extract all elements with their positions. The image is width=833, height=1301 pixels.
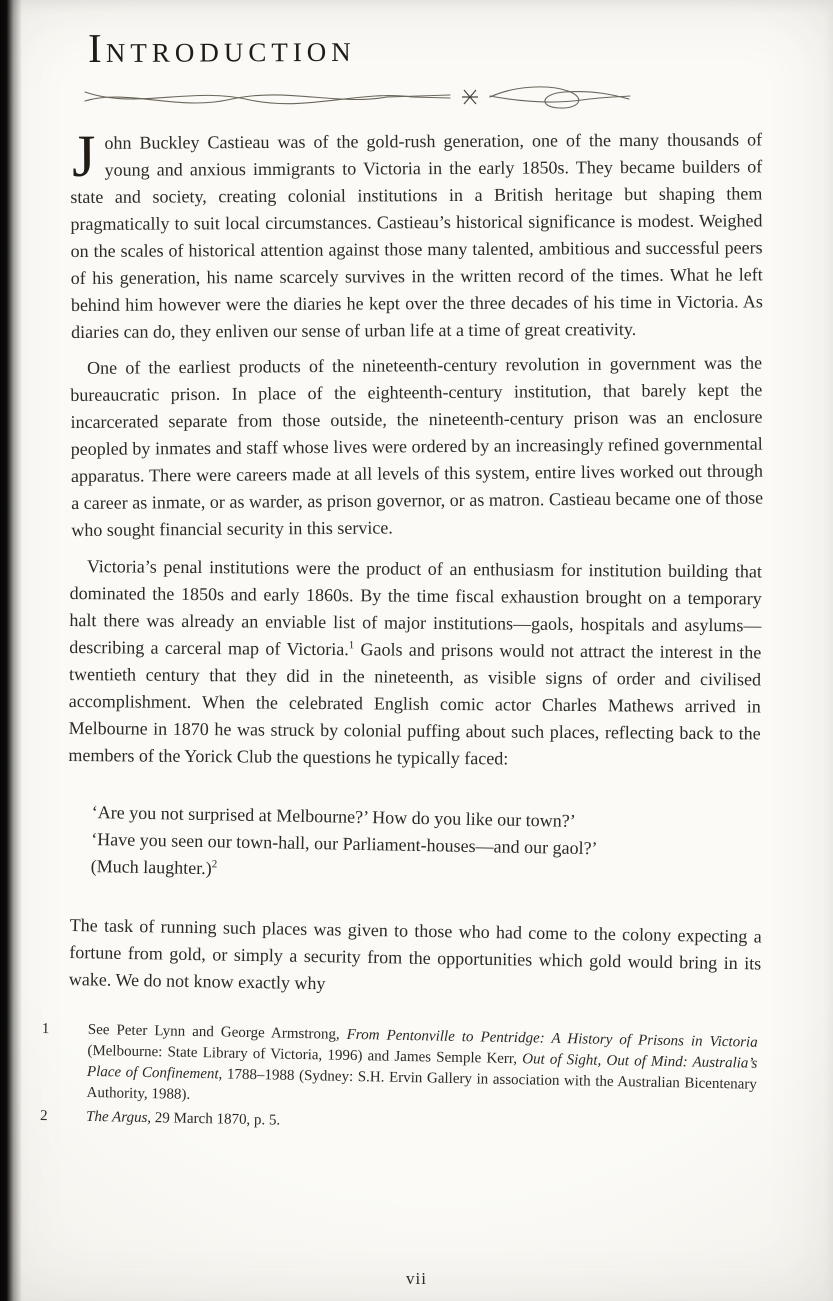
chapter-title [88, 21, 762, 72]
footnote-1-text [86, 1020, 757, 1117]
quote-line-1: ‘Are you not surprised at Melbourne?’ How do you like our town?’ [91, 801, 576, 831]
footnote-2-number: 2 [39, 1107, 48, 1125]
paragraph-2 [70, 350, 763, 544]
footnote-ref-2: 2 [211, 858, 218, 871]
paragraph-3 [68, 553, 762, 774]
drop-cap: J [71, 122, 96, 189]
paragraph-1-text: ohn Buckley Castieau was of the gold-rush generation, one of the many thousands of young and anxious immigrants to Victoria in the early 1850s. They became builders of state and society, creating colonial institutions in a British heritage but shaping them pragmatically to suit local circumstances. Castieau’s historical significance is modest. Weighed on the scales of historical attention against those many talented, ambitious and successful peers of his generation, his name scarcely survives in the written record of the times. What he left behind him however were the diaries he kept over the three decades of his time in Victoria. As diaries can do, they enliven our sense of urban life at a time of great creativity. [70, 129, 763, 342]
book-gutter-shadow [0, 0, 22, 1301]
paragraph-1 [70, 122, 763, 346]
footnote-text-segment: (Melbourne: State Library of Victoria, 1996) and James Semple Kerr, [87, 1042, 523, 1068]
footnote-text-segment: , 29 March 1870, p. 5. [147, 1110, 281, 1129]
paragraph-3-text-continued: Gaols and prisons would not attract the interest in the twentieth century that they did in the nineteenth, as visible signs of order and civilised accomplishment. When the celebrated English comic actor Charles Mathews arrived in Melbourne in 1870 he was struck by colonial puffing about such places, reflecting back to the members of the Yorick Club the questions he typically faced: [68, 639, 762, 769]
page-number: vii [406, 1269, 427, 1288]
paragraph-3-text: Victoria’s penal institutions were the product of an enthusiasm for institution building that dominated the 1850s and early 1860s. By the time fiscal exhaustion brought on a temporary halt there was already an enviable list of major institutions—gaols, hospitals and asylums—describing a carceral map of Victoria. [69, 556, 762, 660]
footnote-book-title: Out of Sight, Out of Mind: Australia’s Place of Confinement [86, 1051, 758, 1083]
page-content [39, 24, 764, 1130]
footnote-publication-title: The Argus [85, 1108, 148, 1127]
block-quote [91, 799, 714, 891]
quote-line-2: ‘Have you seen our town-hall, our Parliament-houses—and our gaol?’ [91, 828, 598, 859]
footnotes-section [40, 1019, 758, 1141]
chapter-title-rest: NTRODUCTION [105, 36, 356, 68]
flourish-asterisk-icon [462, 90, 478, 104]
footnote-text-segment: See Peter Lynn and George Armstrong, [87, 1021, 347, 1043]
paragraph-4 [69, 912, 762, 1004]
quote-line-3-text: (Much laughter.) [90, 855, 212, 879]
footnote-1 [40, 1019, 757, 1117]
footnote-ref-1: 1 [348, 639, 355, 652]
paragraph-2-text: One of the earliest products of the nineteenth-century revolution in government was the bureaucratic prison. In place of the eighteenth-century institution, that barely kept the incarcerated separate from those outside, the nineteenth-century prison was an enclosure peopled by inmates and staff whose lives were ordered by an increasingly refined governmental apparatus. There were careers made at all levels of this system, entire lives worked out through a career as inmate, or as warder, as prison governor, or as matron. Castieau became one of those who sought financial security in this service. [70, 352, 764, 540]
paragraph-4-text: The task of running such places was given to those who had come to the colony expecting a fortune from gold, or simply a security from the opportunities which gold would bring in its wake. We do not know exactly why [68, 914, 762, 994]
footnote-text-segment: , 1788–1988 (Sydney: S.H. Ervin Gallery in association with the Australian Bicentenary Authority, 1988). [86, 1066, 758, 1103]
chapter-title-initial: I [88, 24, 106, 71]
ornament-flourish [82, 80, 762, 118]
footnote-book-title: From Pentonville to Pentridge: A History of Prisons in Victoria [346, 1026, 758, 1051]
footnote-1-number: 1 [41, 1020, 50, 1038]
flourish-swash-icon [82, 80, 632, 118]
